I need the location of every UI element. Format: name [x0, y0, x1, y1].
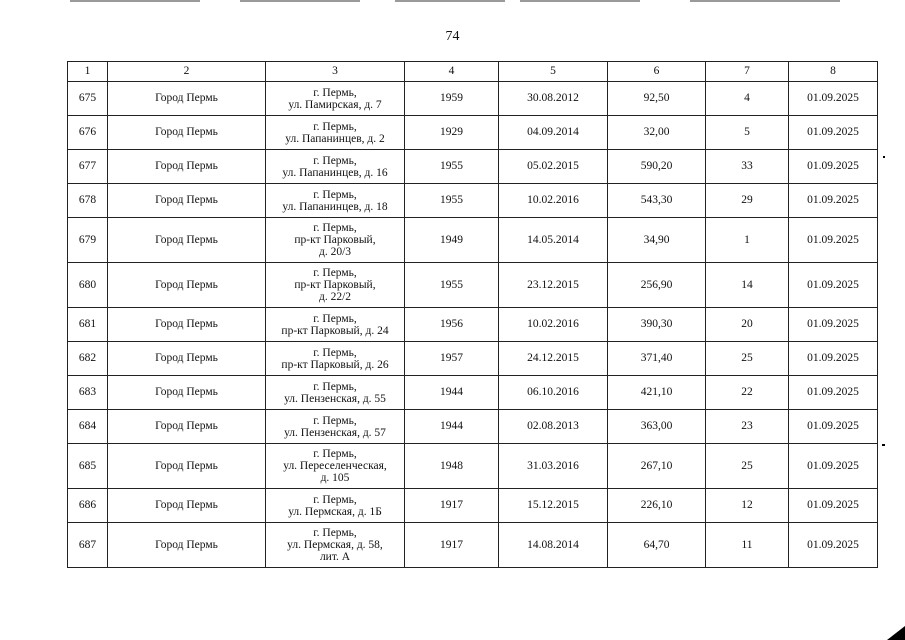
address-line: пр-кт Парковый, — [294, 279, 376, 291]
cell-address — [266, 150, 405, 184]
cell-deadline: 01.09.2025 — [789, 410, 878, 444]
address-line: г. Пермь, — [313, 188, 357, 201]
cell-number: 675 — [68, 82, 108, 116]
cell-municipality: Город Пермь — [108, 308, 266, 342]
page-number: 74 — [445, 29, 460, 44]
column-header: 8 — [789, 62, 878, 82]
address-line: г. Пермь, — [313, 154, 357, 167]
cell-municipality: Город Пермь — [108, 116, 266, 150]
cell-number: 683 — [68, 376, 108, 410]
cell-area: 256,90 — [608, 263, 706, 308]
cell-deadline: 01.09.2025 — [789, 523, 878, 568]
cell-year: 1944 — [405, 376, 499, 410]
address-line: ул. Памирская, д. 7 — [288, 98, 382, 111]
scan-top-rule — [690, 0, 840, 2]
cell-date: 14.08.2014 — [499, 523, 608, 568]
cell-deadline: 01.09.2025 — [789, 184, 878, 218]
cell-number: 679 — [68, 218, 108, 263]
cell-year: 1944 — [405, 410, 499, 444]
column-header: 5 — [499, 62, 608, 82]
cell-area: 421,10 — [608, 376, 706, 410]
cell-date: 30.08.2012 — [499, 82, 608, 116]
cell-municipality: Город Пермь — [108, 410, 266, 444]
cell-count: 25 — [706, 342, 789, 376]
table-row — [68, 308, 878, 342]
cell-address — [266, 444, 405, 489]
cell-address — [266, 342, 405, 376]
cell-deadline: 01.09.2025 — [789, 116, 878, 150]
cell-municipality: Город Пермь — [108, 150, 266, 184]
cell-deadline: 01.09.2025 — [789, 489, 878, 523]
cell-year: 1929 — [405, 116, 499, 150]
address-line: г. Пермь, — [313, 527, 357, 539]
cell-date: 24.12.2015 — [499, 342, 608, 376]
cell-count: 23 — [706, 410, 789, 444]
scan-top-rule — [395, 0, 505, 2]
table-row — [68, 82, 878, 116]
cell-year: 1917 — [405, 523, 499, 568]
cell-number: 684 — [68, 410, 108, 444]
cell-count: 29 — [706, 184, 789, 218]
cell-count: 33 — [706, 150, 789, 184]
address-line: пр-кт Парковый, д. 26 — [281, 358, 389, 371]
cell-area: 92,50 — [608, 82, 706, 116]
address-line: ул. Пермская, д. 1Б — [288, 505, 382, 518]
address-line: ул. Папанинцев, д. 2 — [285, 132, 385, 145]
cell-number: 686 — [68, 489, 108, 523]
address-line: г. Пермь, — [313, 267, 357, 279]
cell-year: 1917 — [405, 489, 499, 523]
address-line: г. Пермь, — [313, 380, 357, 393]
cell-date: 31.03.2016 — [499, 444, 608, 489]
cell-deadline: 01.09.2025 — [789, 218, 878, 263]
table-row — [68, 489, 878, 523]
address-line: г. Пермь, — [313, 86, 357, 99]
cell-date: 06.10.2016 — [499, 376, 608, 410]
cell-deadline: 01.09.2025 — [789, 150, 878, 184]
cell-municipality: Город Пермь — [108, 218, 266, 263]
scan-top-rule — [520, 0, 640, 2]
cell-year: 1955 — [405, 263, 499, 308]
address-line: ул. Пермская, д. 58, — [287, 539, 383, 551]
address-line: г. Пермь, — [313, 312, 357, 325]
table-row — [68, 342, 878, 376]
cell-address — [266, 523, 405, 568]
cell-year: 1956 — [405, 308, 499, 342]
cell-number: 682 — [68, 342, 108, 376]
table-row — [68, 444, 878, 489]
cell-number: 678 — [68, 184, 108, 218]
table-body — [68, 82, 878, 568]
cell-date: 02.08.2013 — [499, 410, 608, 444]
address-line: г. Пермь, — [313, 346, 357, 359]
table-row — [68, 376, 878, 410]
cell-date: 05.02.2015 — [499, 150, 608, 184]
cell-count: 1 — [706, 218, 789, 263]
cell-address — [266, 376, 405, 410]
cell-municipality: Город Пермь — [108, 263, 266, 308]
cell-address — [266, 489, 405, 523]
cell-area: 390,30 — [608, 308, 706, 342]
cell-count: 4 — [706, 82, 789, 116]
address-line: пр-кт Парковый, — [294, 234, 376, 246]
scan-artifact-dot — [882, 444, 885, 446]
cell-number: 676 — [68, 116, 108, 150]
table-row — [68, 218, 878, 263]
cell-count: 22 — [706, 376, 789, 410]
cell-deadline: 01.09.2025 — [789, 82, 878, 116]
address-line: ул. Пензенская, д. 55 — [284, 392, 386, 405]
cell-area: 64,70 — [608, 523, 706, 568]
table-row — [68, 263, 878, 308]
address-line: г. Пермь, — [313, 120, 357, 133]
table-row — [68, 523, 878, 568]
cell-area: 34,90 — [608, 218, 706, 263]
address-line: д. 22/2 — [318, 291, 352, 303]
cell-count: 25 — [706, 444, 789, 489]
cell-area: 590,20 — [608, 150, 706, 184]
cell-municipality: Город Пермь — [108, 82, 266, 116]
address-line: г. Пермь, — [313, 493, 357, 506]
address-line: ул. Папанинцев, д. 16 — [282, 166, 388, 179]
address-line: ул. Пензенская, д. 57 — [284, 426, 386, 439]
cell-address — [266, 218, 405, 263]
cell-area: 543,30 — [608, 184, 706, 218]
cell-year: 1959 — [405, 82, 499, 116]
cell-municipality: Город Пермь — [108, 489, 266, 523]
cell-number: 687 — [68, 523, 108, 568]
cell-address — [266, 82, 405, 116]
cell-municipality: Город Пермь — [108, 523, 266, 568]
column-header: 7 — [706, 62, 789, 82]
address-line: пр-кт Парковый, д. 24 — [281, 324, 389, 337]
scan-corner-artifact — [887, 626, 905, 640]
cell-year: 1955 — [405, 184, 499, 218]
table-row — [68, 150, 878, 184]
cell-address — [266, 263, 405, 308]
cell-municipality: Город Пермь — [108, 376, 266, 410]
cell-count: 14 — [706, 263, 789, 308]
cell-number: 685 — [68, 444, 108, 489]
table-row — [68, 410, 878, 444]
cell-count: 12 — [706, 489, 789, 523]
cell-address — [266, 410, 405, 444]
cell-date: 23.12.2015 — [499, 263, 608, 308]
scan-top-rule — [70, 0, 200, 2]
cell-number: 681 — [68, 308, 108, 342]
cell-area: 267,10 — [608, 444, 706, 489]
column-header: 1 — [68, 62, 108, 82]
cell-address — [266, 308, 405, 342]
cell-count: 5 — [706, 116, 789, 150]
address-line: лит. А — [319, 551, 351, 563]
table-header-row — [68, 62, 878, 82]
cell-municipality: Город Пермь — [108, 342, 266, 376]
cell-year: 1949 — [405, 218, 499, 263]
cell-area: 363,00 — [608, 410, 706, 444]
cell-deadline: 01.09.2025 — [789, 444, 878, 489]
address-line: г. Пермь, — [313, 222, 357, 234]
cell-count: 11 — [706, 523, 789, 568]
table-row — [68, 184, 878, 218]
cell-deadline: 01.09.2025 — [789, 308, 878, 342]
cell-year: 1948 — [405, 444, 499, 489]
cell-date: 04.09.2014 — [499, 116, 608, 150]
scan-top-rule — [240, 0, 360, 2]
cell-address — [266, 184, 405, 218]
address-line: д. 20/3 — [318, 246, 352, 258]
cell-deadline: 01.09.2025 — [789, 376, 878, 410]
cell-date: 14.05.2014 — [499, 218, 608, 263]
scan-artifact-dot — [883, 156, 885, 158]
cell-area: 226,10 — [608, 489, 706, 523]
cell-date: 10.02.2016 — [499, 308, 608, 342]
registry-table — [67, 61, 878, 568]
cell-area: 32,00 — [608, 116, 706, 150]
cell-count: 20 — [706, 308, 789, 342]
address-line: ул. Папанинцев, д. 18 — [282, 200, 388, 213]
cell-number: 677 — [68, 150, 108, 184]
column-header: 4 — [405, 62, 499, 82]
column-header: 3 — [266, 62, 405, 82]
table-row — [68, 116, 878, 150]
cell-deadline: 01.09.2025 — [789, 342, 878, 376]
cell-year: 1955 — [405, 150, 499, 184]
cell-date: 15.12.2015 — [499, 489, 608, 523]
address-line: г. Пермь, — [313, 448, 357, 460]
column-header: 2 — [108, 62, 266, 82]
cell-deadline: 01.09.2025 — [789, 263, 878, 308]
column-header: 6 — [608, 62, 706, 82]
cell-number: 680 — [68, 263, 108, 308]
cell-area: 371,40 — [608, 342, 706, 376]
cell-date: 10.02.2016 — [499, 184, 608, 218]
cell-municipality: Город Пермь — [108, 444, 266, 489]
address-line: д. 105 — [320, 472, 350, 484]
address-line: ул. Переселенческая, — [283, 460, 387, 472]
cell-municipality: Город Пермь — [108, 184, 266, 218]
address-line: г. Пермь, — [313, 414, 357, 427]
cell-address — [266, 116, 405, 150]
cell-year: 1957 — [405, 342, 499, 376]
